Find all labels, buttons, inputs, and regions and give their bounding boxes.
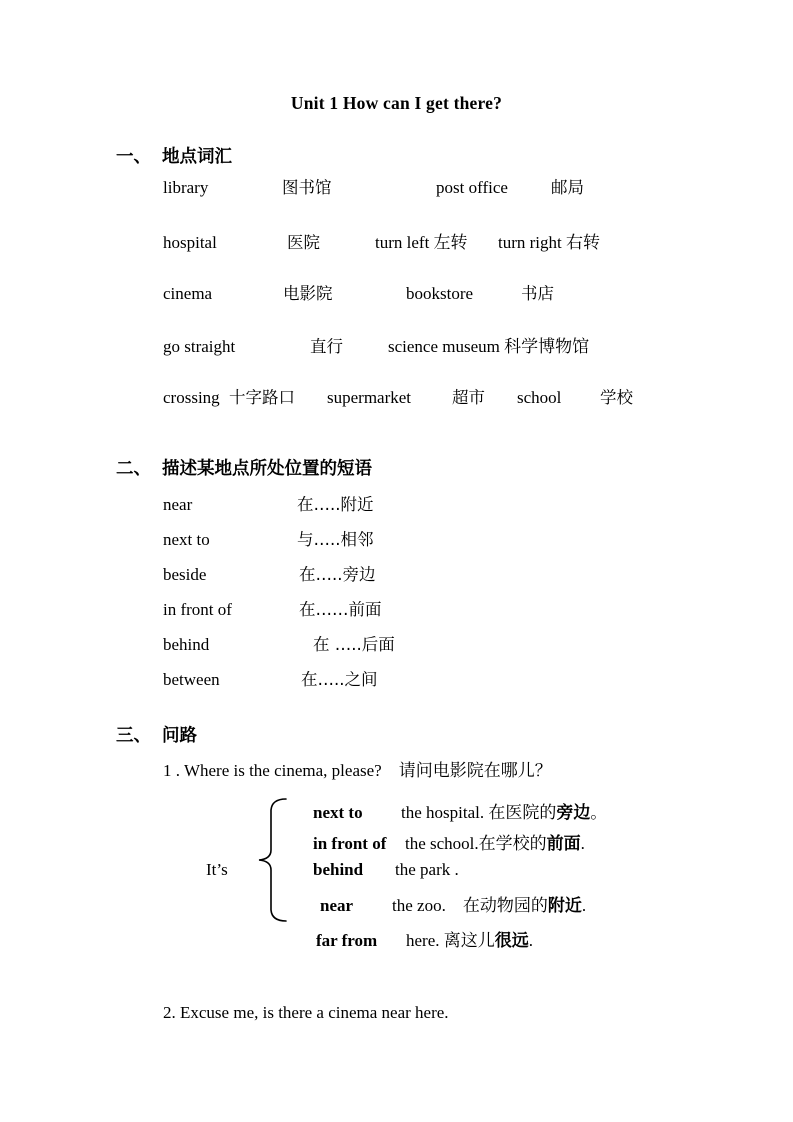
vocab-translation: 医院 <box>287 233 320 252</box>
phrase-term: behind <box>163 635 210 654</box>
phrase-translation: 在…..旁边 <box>299 565 376 584</box>
vocab-term: post office <box>436 178 508 197</box>
answer-rest: here. 离这儿 <box>406 931 495 950</box>
phrase-row <box>163 666 378 690</box>
vocab-row <box>163 332 723 357</box>
vocab-translation: 十字路口 <box>229 388 295 407</box>
section-number-2: 二、 <box>116 459 151 479</box>
answer-rest: the park . <box>395 860 459 879</box>
answer-option <box>313 860 459 880</box>
vocab-row <box>163 384 723 408</box>
phrase-translation: 在…..附近 <box>297 495 374 514</box>
phrase-translation: 与…..相邻 <box>297 530 374 549</box>
phrase-row <box>163 526 374 550</box>
vocab-term: school <box>517 388 562 407</box>
question-2: 2. Excuse me, is there a cinema near here. <box>163 1003 449 1022</box>
section-number-1: 一、 <box>116 147 151 167</box>
phrase-translation: 在……前面 <box>299 600 382 619</box>
answer-keyword: in front of <box>313 834 387 853</box>
answer-option <box>313 798 607 823</box>
curly-brace-icon <box>256 796 290 924</box>
section-title-3: 问路 <box>162 726 197 746</box>
vocab-translation: 邮局 <box>551 178 584 197</box>
section-heading-3 <box>116 722 197 747</box>
phrase-row <box>163 561 376 585</box>
vocab-translation: 电影院 <box>283 284 333 303</box>
vocab-row <box>163 280 723 304</box>
section-title-2: 描述某地点所处位置的短语 <box>162 459 372 479</box>
vocab-term: library <box>163 178 209 197</box>
phrase-row <box>163 631 395 655</box>
answer-rest: the school.在学校的 <box>405 834 547 853</box>
answer-bold-translation: 旁边 <box>556 803 591 823</box>
answer-bold-translation: 附近 <box>547 896 582 916</box>
answer-tail: . <box>580 834 585 853</box>
answer-option <box>313 829 585 854</box>
section-heading-2 <box>116 455 372 480</box>
phrase-term: near <box>163 495 193 514</box>
phrase-translation: 在 …..后面 <box>313 635 395 654</box>
vocab-term: supermarket <box>327 388 412 407</box>
answer-keyword: far from <box>316 931 378 950</box>
answer-tail: 。 <box>590 803 607 822</box>
vocab-translation: 学校 <box>600 388 633 407</box>
vocab-term: go straight <box>163 337 236 356</box>
vocab-translation: 超市 <box>452 388 485 407</box>
answer-keyword: near <box>320 896 354 915</box>
vocab-term: bookstore <box>406 284 474 303</box>
vocab-pair: turn left 左转 <box>375 233 468 252</box>
phrase-term: next to <box>163 530 210 549</box>
section-heading-1 <box>116 143 232 168</box>
answer-option <box>313 926 533 951</box>
answer-option <box>313 891 586 916</box>
phrase-term: beside <box>163 565 207 584</box>
vocab-pair: turn right 右转 <box>498 233 600 252</box>
phrase-translation: 在…..之间 <box>301 670 378 689</box>
answer-tail: . <box>528 931 534 950</box>
answer-rest: the zoo. 在动物园的 <box>392 896 548 915</box>
vocab-translation: 直行 <box>310 337 343 356</box>
page-title: Unit 1 How can I get there? <box>290 93 503 113</box>
answer-keyword: behind <box>313 860 364 879</box>
section-title-1: 地点词汇 <box>162 147 232 167</box>
vocab-pair: science museum 科学博物馆 <box>388 337 590 356</box>
answer-keyword: next to <box>313 803 363 822</box>
vocab-term: crossing <box>163 388 220 407</box>
answer-rest: the hospital. 在医院的 <box>401 803 557 822</box>
answer-bold-translation: 很远 <box>494 931 529 951</box>
vocab-translation: 书店 <box>521 284 554 303</box>
phrase-row <box>163 596 382 620</box>
phrase-term: in front of <box>163 600 232 619</box>
vocab-row <box>163 228 723 253</box>
question-1: 1 . Where is the cinema, please? 请问电影院在哪儿？ <box>163 761 552 780</box>
vocab-translation: 图书馆 <box>282 178 332 197</box>
vocab-row <box>163 174 723 198</box>
phrase-term: between <box>163 670 220 689</box>
section-number-3: 三、 <box>116 726 151 746</box>
answer-bold-translation: 前面 <box>546 834 581 854</box>
phrase-row <box>163 491 374 515</box>
vocab-term: cinema <box>163 284 213 303</box>
vocab-term: hospital <box>163 233 217 252</box>
its-label: It’s <box>206 860 228 879</box>
answer-tail: . <box>581 896 587 915</box>
